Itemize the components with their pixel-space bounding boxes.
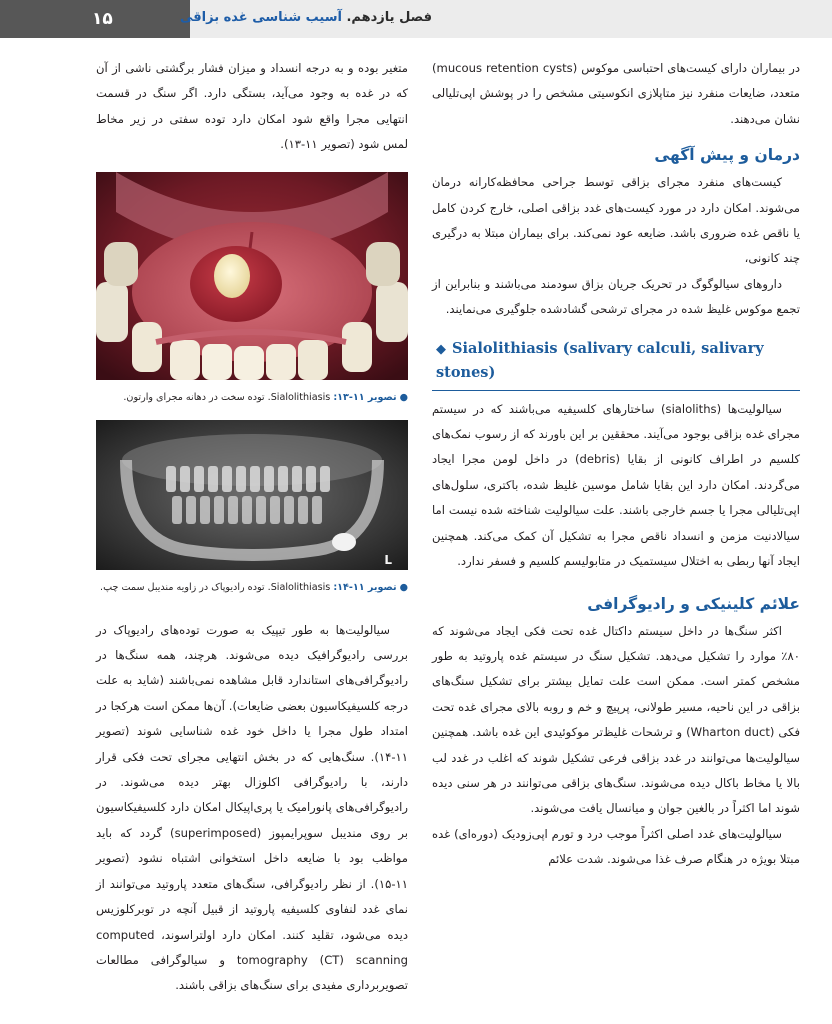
chapter-title	[180, 10, 432, 25]
right-column	[432, 56, 800, 873]
sialolithiasis-heading-text: Sialolithiasis (salivary calculi, salivary stones)	[436, 339, 764, 381]
clinical-paragraph-2: سیالولیت‌های غدد اصلی اکثراً موجب درد و تورم اپی‌زودیک (دوره‌ای) غده مبتلا بویژه در هنگام صرف غذا می‌شوند. شدت علائم	[432, 826, 800, 867]
caption-bullet-icon: ●	[396, 581, 408, 593]
page-number-box	[0, 0, 190, 38]
figure-11-13-term: Sialolithiasis	[270, 391, 331, 403]
chapter-subtitle: آسیب شناسی غده بزاقی	[180, 10, 342, 25]
heading-rule	[432, 390, 800, 391]
panoramic-xray-illustration	[96, 420, 408, 570]
sialolithiasis-heading	[432, 337, 800, 384]
figure-11-13-text: . توده سخت در دهانه مجرای وارتون.	[123, 391, 271, 403]
diamond-bullet-icon: ◆	[436, 341, 446, 357]
figure-11-14-caption	[96, 580, 408, 596]
clinical-paragraph-1: اکثر سنگ‌ها در داخل سیستم داکتال غده تحت فکی ایجاد می‌شوند که ۸۰٪ موارد را تشکیل می‌دهد. تشکیل سنگ در سیستم غده پاروتید به طور مشخص کمتر است. ممکن است علت تمایل بیشتر برای تشکیل سنگ‌های بزاقی در این ناحیه، مسیر طولانی، پرپیچ و خم و روبه بالای مجرای غده تحت فکی (Wharton duct) و ترشحات غلیظ‌تر موکوئیدی این غده باشد. همچنین سیالولیت‌ها می‌توانند در غدد بزاقی فرعی تشکیل شوند که اغلب در غدد لب بالا یا مخاط باکال دیده می‌شوند. سنگ‌های بزاقی می‌توانند در هر سنی دیده شوند اما اکثراً در بالغین جوان و میانسال یافت می‌شوند.	[432, 623, 800, 816]
left-bottom-paragraph: سیالولیت‌ها به طور تیپیک به صورت توده‌های رادیوپاک در بررسی رادیوگرافیک دیده می‌شوند. هرچند، همه سنگ‌ها در رادیوگرافی‌های استاندارد قابل مشاهده نمی‌باشند (شاید به علت درجه کلسیفیکاسیون بعضی ضایعات). آن‌ها ممکن است هرکجا در امتداد طول مجرا یا داخل خود غده شناسایی شوند (تصویر ۱۱-۱۴). سنگ‌هایی که در بخش انتهایی مجرای تحت فکی قرار دارند، با رادیوگرافی اکلوزال بهتر دیده می‌شوند. در رادیوگرافی‌های پانورامیک یا پری‌اپیکال امکان دارد کلسیفیکاسیون بر روی مندیبل سوپرایمپوز (superimposed) گردد که باید مواظب بود با ضایعه داخل استخوانی اشتباه نشود (تصویر ۱۱-۱۵). از نظر رادیوگرافی، سنگ‌های متعدد پاروتید می‌توانند از نمای غدد لنفاوی کلسیفیه پاروتید از قبیل آنچه در توبرکلوزیس دیده می‌شود، تقلید کنند. امکان دارد اولتراسوند، computed tomography (CT) scanning و سیالوگرافی مطالعات تصویربرداری مفیدی برای سنگ‌های بزاقی باشند.	[96, 622, 408, 993]
clinical-heading: علائم کلینیکی و رادیوگرافی	[587, 594, 800, 613]
figure-11-14-label: تصویر ۱۱-۱۴:	[333, 581, 397, 593]
figure-11-13-image	[96, 172, 408, 384]
xray-side-marker: L	[384, 552, 392, 567]
treatment-heading: درمان و پیش آگهی	[654, 146, 800, 165]
figure-11-14-text: . توده رادیوپاک در زاویه مندیبل سمت چپ.	[100, 581, 271, 593]
page-header	[0, 0, 832, 38]
treatment-paragraph-2: داروهای سیالوگوگ در تحریک جریان بزاق سودمند می‌باشند و بنابراین از تجمع موکوس غلیظ شده در مجرای ترشحی گشادشده جلوگیری می‌نمایند.	[432, 276, 800, 317]
figure-11-14-image	[96, 420, 408, 574]
chapter-label: فصل یازدهم.	[341, 10, 432, 25]
left-top-paragraph: متغیر بوده و به درجه انسداد و میزان فشار برگشتی ناشی از آن که در غده به وجود می‌آید، بستگی دارد. اگر سنگ در قسمت انتهایی مجرا واقع شود امکان دارد توده سفتی در زیر مخاط لمس شود (تصویر ۱۱-۱۳).	[96, 61, 408, 152]
figure-11-13-label: تصویر ۱۱-۱۳:	[333, 391, 397, 403]
caption-bullet-icon: ●	[396, 391, 408, 403]
treatment-paragraph-1: کیست‌های منفرد مجرای بزاقی توسط جراحی محافظه‌کارانه درمان می‌شوند. امکان دارد در مورد کیست‌های غدد بزاقی اصلی، خارج کردن کامل یا ناقص غده ضروری باشد. ضایعه عود نمی‌کند. برای بیماران مبتلا به درگیری چند کانونی،	[432, 175, 800, 266]
intro-paragraph: در بیماران دارای کیست‌های احتباسی موکوس (mucous retention cysts) متعدد، ضایعات منفرد نیز متاپلازی انکوسیتی مشخص را در پوشش اپی‌تلیالی نشان می‌دهند.	[432, 61, 801, 126]
sialolith-paragraph: سیالولیت‌ها (sialoliths) ساختارهای کلسیفیه می‌باشند که در سیستم مجرای غده بزاقی بوجود می‌آیند. محققین بر این باورند که از رسوب نمک‌های کلسیم در اطراف کانونی از بقایا (debris) در داخل لومن مجرا ایجاد می‌گردند. امکان دارد این بقایا شامل موسین غلیظ شده، باکتری، سلول‌های اپی‌تلیالی مجرا یا جسم خارجی باشند. علت سیالولیت شناخته شده نیست اما سیالادنیت مزمن و انسداد ناقص مجرا به تشکیل آن کمک می‌کند. همچنین ایجاد آنها ربطی به اختلال سیستمیک در متابولیسم کلسیم و فسفر ندارد.	[432, 401, 800, 569]
figure-11-13-caption	[96, 390, 408, 406]
figure-11-14-term: Sialolithiasis	[270, 581, 331, 593]
page-number: ۱۵	[92, 9, 113, 29]
left-column	[96, 56, 408, 999]
oral-photo-illustration	[96, 172, 408, 380]
